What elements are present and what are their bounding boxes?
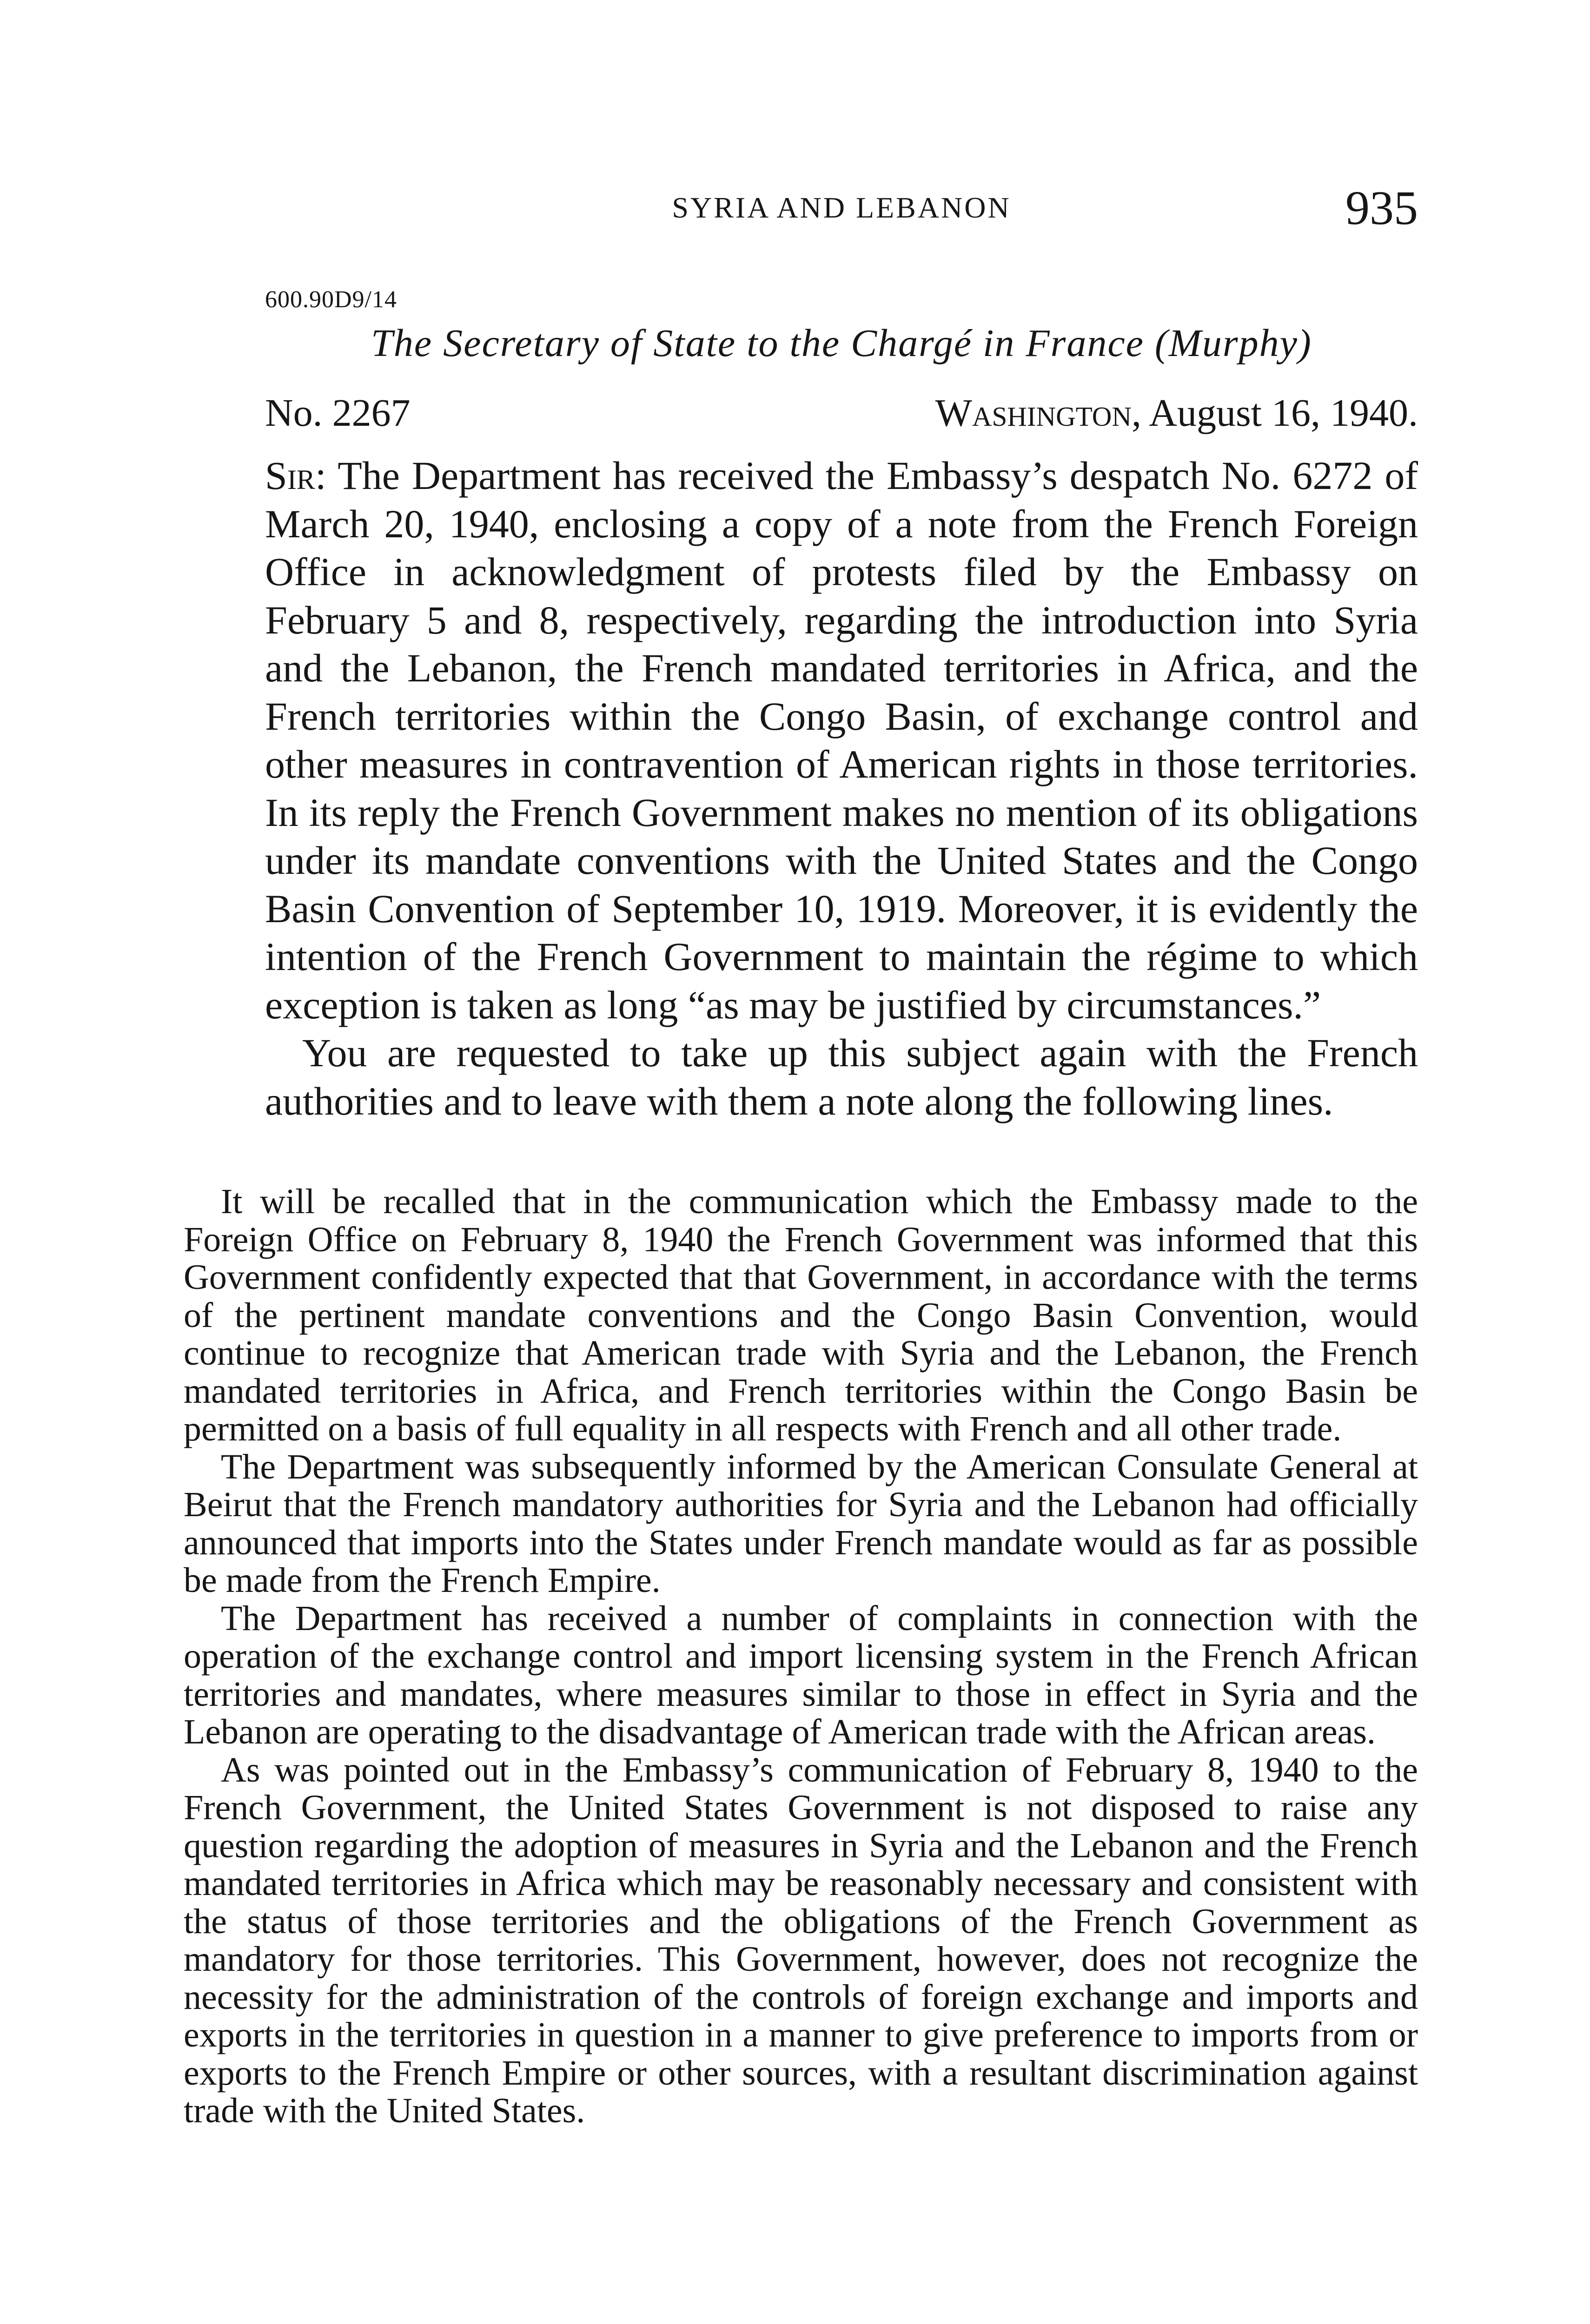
- dateline: [265, 390, 1418, 437]
- place-and-date: [935, 390, 1418, 436]
- quoted-paragraph: The Department was subsequently informed by the American Consulate General at Beirut that the French mandatory authorities for Syria and the Lebanon had officially announced that imports into the States under French mandate would as far as possible be made from the French Empire.: [184, 1447, 1418, 1600]
- running-header: [265, 181, 1418, 242]
- quoted-paragraph: The Department has received a number of complaints in connection with the operation of the exchange control and import licensing system in the French African territories and mandates, where measures similar to those in effect in Syria and the Lebanon are operating to the disadvantage of American trade with the African areas.: [184, 1598, 1418, 1751]
- page-number: 935: [1345, 181, 1418, 235]
- date: , August 16, 1940.: [1131, 391, 1418, 435]
- body-paragraph: You are requested to take up this subject again with the French authorities and to leave with them a note along the following lines.: [265, 1030, 1418, 1123]
- document-title: The Secretary of State to the Chargé in France (Murphy): [371, 322, 1312, 365]
- despatch-number: No. 2267: [265, 391, 411, 435]
- body-paragraph-text: : The Department has received the Embassy’s despatch No. 6272 of March 20, 1940, enclosing a copy of a note from the French Foreign Office in acknowledgment of protests filed by the Embassy on February 5 and 8, respectively, regarding the introduction into Syria and the Lebanon, the French mandated territories in Africa, and the French territories within the Congo Basin, of exchange control and other measures in contravention of American rights in those territories. In its reply the French Government makes no mention of its obligations under its mandate conventions with the United States and the Congo Basin Convention of September 10, 1919. Moreover, it is evidently the intention of the French Government to maintain the régime to which exception is taken as long “as may be justified by circumstances.”: [265, 453, 1418, 1027]
- running-title: SYRIA AND LEBANON: [672, 191, 1011, 224]
- quoted-note: [184, 1183, 1418, 2130]
- file-number: 600.90D9/14: [265, 286, 397, 313]
- salutation: Sir: [265, 453, 315, 498]
- body-paragraph: [265, 452, 1418, 1029]
- letter-body: [265, 452, 1418, 1125]
- place: Washington: [935, 391, 1132, 435]
- quoted-paragraph: It will be recalled that in the communication which the Embassy made to the Foreign Office on February 8, 1940 the French Government was informed that this Government confidently expected that that Government, in accordance with the terms of the pertinent mandate conventions and the Congo Basin Convention, would continue to recognize that American trade with Syria and the Lebanon, the French mandated territories in Africa, and French territories within the Congo Basin be permitted on a basis of full equality in all respects with French and all other trade.: [184, 1182, 1418, 1448]
- quoted-paragraph: As was pointed out in the Embassy’s communication of February 8, 1940 to the French Government, the United States Government is not disposed to raise any question regarding the adoption of measures in Syria and the Lebanon and the French mandated territories in Africa which may be reasonably necessary and consistent with the status of those territories and the obligations of the French Government as mandatory for those territories. This Government, however, does not recognize the necessity for the administration of the controls of foreign exchange and imports and exports in the territories in question in a manner to give preference to imports from or exports to the French Empire or other sources, with a resultant discrimination against trade with the United States.: [184, 1750, 1418, 2130]
